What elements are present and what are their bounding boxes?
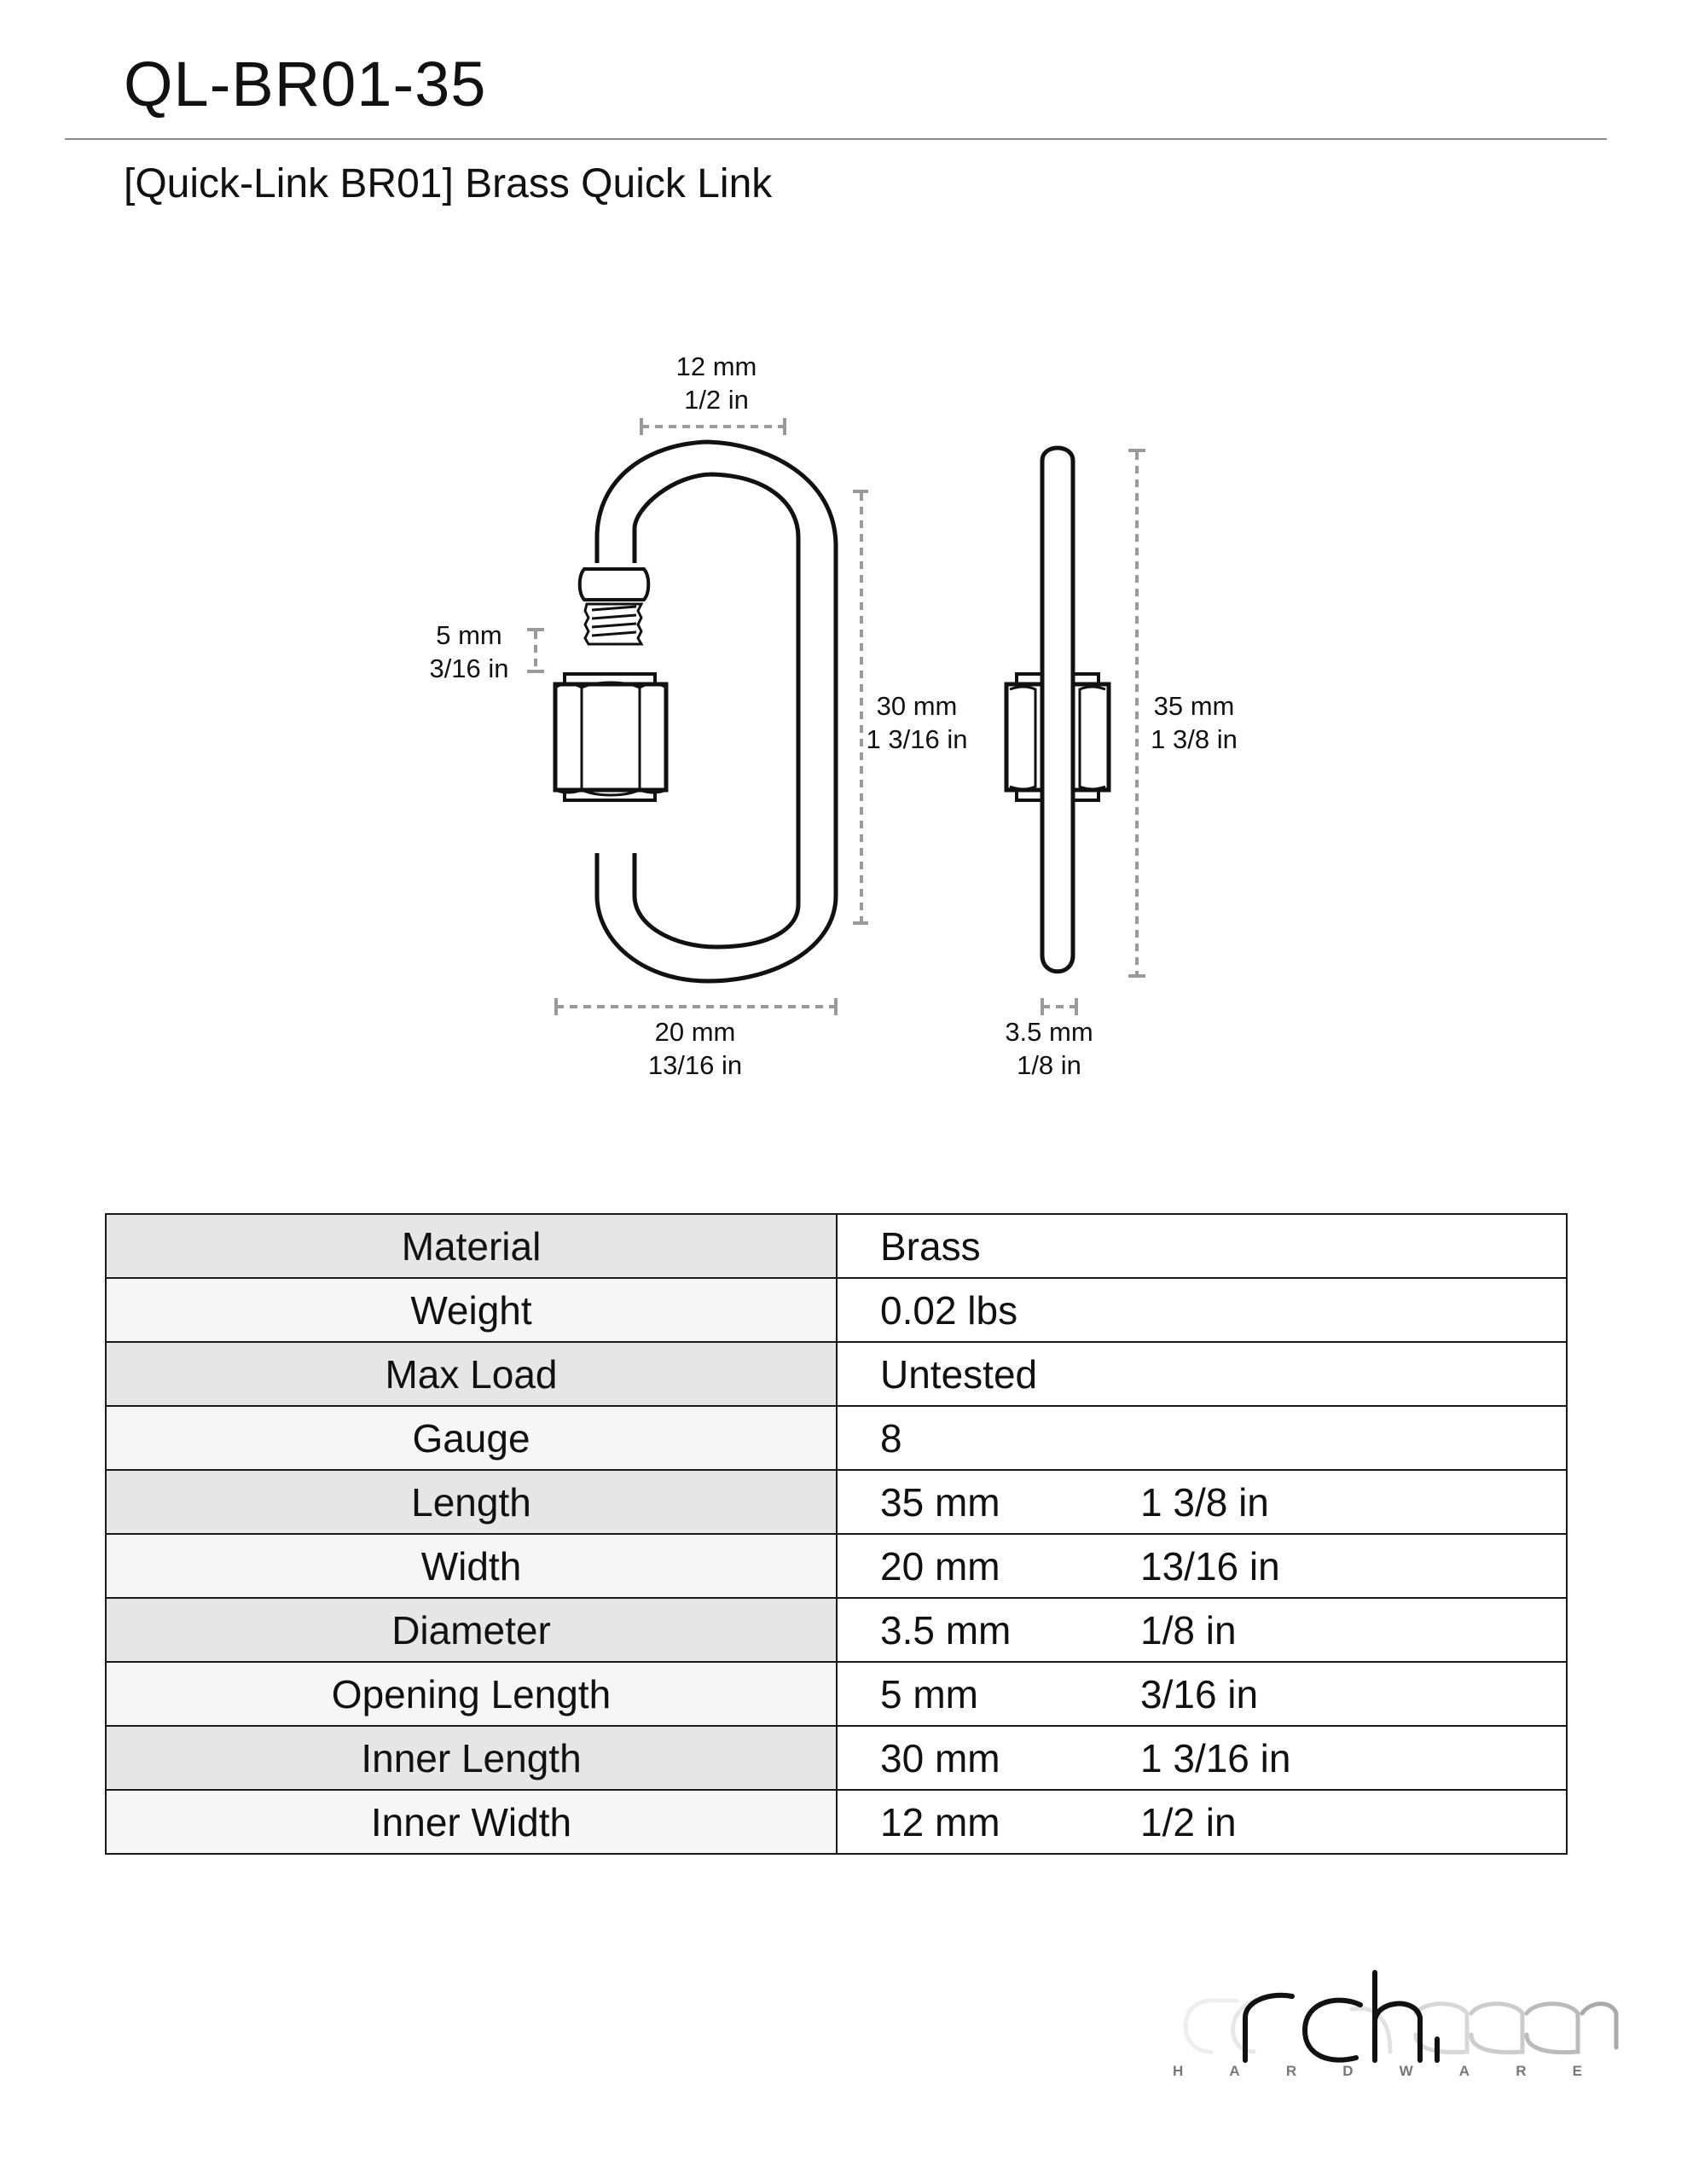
dim-opening-length: [418, 619, 520, 685]
dim-in: 1/2 in: [684, 385, 749, 415]
spec-label: Weight: [106, 1278, 837, 1342]
tagline-letter: A: [1229, 2063, 1240, 2079]
table-row: [106, 1662, 1567, 1726]
spec-label: Max Load: [106, 1342, 837, 1406]
value-mm: 5 mm: [880, 1671, 978, 1716]
dim-mm: 12 mm: [675, 351, 757, 381]
spec-value: [837, 1470, 1567, 1534]
spec-value: [837, 1598, 1567, 1662]
dim-in: 1 3/8 in: [1151, 724, 1238, 754]
dim-length: [1139, 689, 1249, 756]
value-in: 1 3/16 in: [1140, 1735, 1291, 1780]
dim-mm: 3.5 mm: [1005, 1017, 1093, 1047]
dim-width: [644, 1015, 746, 1082]
dim-diameter: [998, 1015, 1100, 1082]
value-in: 13/16 in: [1140, 1543, 1280, 1589]
spec-label: Inner Length: [106, 1726, 837, 1790]
product-subtitle: [Quick-Link BR01] Brass Quick Link: [124, 161, 773, 206]
dim-in: 1/8 in: [1017, 1050, 1081, 1080]
spec-value: Brass: [837, 1214, 1567, 1278]
spec-value: [837, 1726, 1567, 1790]
tagline-letter: D: [1342, 2063, 1354, 2079]
spec-value: Untested: [837, 1342, 1567, 1406]
dim-in: 3/16 in: [429, 653, 509, 683]
dim-mm: 20 mm: [654, 1017, 736, 1047]
tagline-letter: E: [1572, 2063, 1582, 2079]
spec-label: Inner Width: [106, 1790, 837, 1854]
spec-table: [105, 1213, 1568, 1855]
tagline-letter: A: [1458, 2063, 1470, 2079]
value-mm: 35 mm: [880, 1479, 1000, 1525]
value-in: 1/8 in: [1140, 1607, 1237, 1653]
table-row: [106, 1342, 1567, 1406]
table-row: [106, 1726, 1567, 1790]
spec-value: [837, 1790, 1567, 1854]
value-mm: 30 mm: [880, 1735, 1000, 1780]
spec-value: 8: [837, 1406, 1567, 1470]
value-mm: 3.5 mm: [880, 1607, 1012, 1653]
tagline-letter: H: [1173, 2063, 1184, 2079]
spec-label: Material: [106, 1214, 837, 1278]
table-row: [106, 1278, 1567, 1342]
dim-mm: 30 mm: [876, 691, 958, 721]
value-in: 3/16 in: [1140, 1671, 1259, 1716]
dim-inner-width: [665, 350, 768, 416]
dim-in: 13/16 in: [647, 1050, 743, 1080]
table-row: [106, 1598, 1567, 1662]
table-row: [106, 1534, 1567, 1598]
dim-mm: 35 mm: [1153, 691, 1235, 721]
spec-label: Width: [106, 1534, 837, 1598]
value-in: 1 3/8 in: [1140, 1479, 1269, 1525]
dim-in: 1 3/16 in: [866, 724, 968, 754]
table-row: [106, 1406, 1567, 1470]
dim-mm: 5 mm: [436, 620, 502, 650]
dim-inner-length: [861, 689, 972, 756]
tagline-letter: W: [1399, 2063, 1413, 2079]
spec-value: 0.02 lbs: [837, 1278, 1567, 1342]
spec-label: Gauge: [106, 1406, 837, 1470]
table-row: [106, 1214, 1567, 1278]
table-row: [106, 1470, 1567, 1534]
spec-label: Length: [106, 1470, 837, 1534]
product-code-title: QL-BR01-35: [124, 49, 487, 119]
value-mm: 20 mm: [880, 1543, 1000, 1589]
table-row: [106, 1790, 1567, 1854]
spec-value: [837, 1534, 1567, 1598]
spec-value: [837, 1662, 1567, 1726]
spec-label: Opening Length: [106, 1662, 837, 1726]
tagline-letter: R: [1285, 2063, 1297, 2079]
value-in: 1/2 in: [1140, 1799, 1237, 1844]
logo-tagline: [1173, 2063, 1582, 2080]
value-mm: 12 mm: [880, 1799, 1000, 1844]
spec-label: Diameter: [106, 1598, 837, 1662]
tagline-letter: R: [1516, 2063, 1527, 2079]
